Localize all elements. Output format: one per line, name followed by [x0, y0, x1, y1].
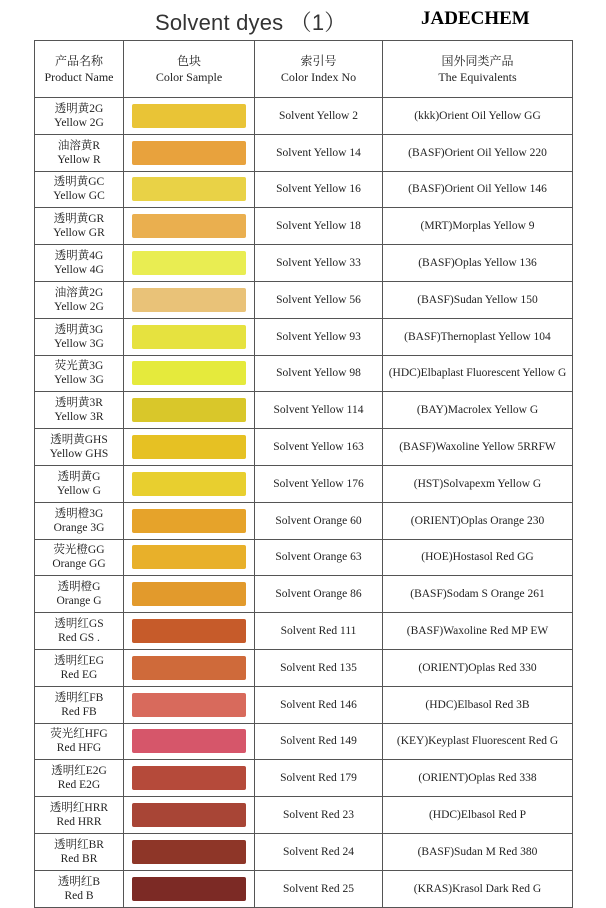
color-index-cell: Solvent Red 111 — [255, 613, 383, 650]
product-name-en: Orange GG — [52, 558, 106, 571]
product-name-cell — [35, 245, 124, 282]
table-row — [35, 171, 573, 208]
color-sample-cell — [124, 134, 255, 171]
color-sample-cell — [124, 760, 255, 797]
page-title: Solvent dyes （1） — [155, 10, 347, 35]
product-name-cell — [35, 318, 124, 355]
color-sample-cell — [124, 686, 255, 723]
product-name-cell — [35, 355, 124, 392]
color-swatch — [132, 435, 246, 459]
equivalent-cell: (HOE)Hostasol Red GG — [383, 539, 573, 576]
product-name-cn: 透明红BR — [54, 838, 104, 851]
header-color-index: 索引号 Color Index No — [255, 41, 383, 98]
color-sample-cell — [124, 613, 255, 650]
equivalent-cell: (ORIENT)Oplas Red 330 — [383, 649, 573, 686]
color-index-cell: Solvent Yellow 2 — [255, 98, 383, 135]
color-swatch — [132, 766, 246, 790]
equivalent-cell: (BASF)Thernoplast Yellow 104 — [383, 318, 573, 355]
color-swatch — [132, 251, 246, 275]
color-index-cell: Solvent Red 25 — [255, 870, 383, 907]
equivalent-cell: (KEY)Keyplast Fluorescent Red G — [383, 723, 573, 760]
product-name-cn: 透明黄3G — [54, 323, 104, 336]
color-index-cell: Solvent Red 179 — [255, 760, 383, 797]
table-row — [35, 613, 573, 650]
table-row — [35, 649, 573, 686]
color-index-cell: Solvent Orange 60 — [255, 502, 383, 539]
product-name-cell — [35, 208, 124, 245]
product-name-en: Red B — [64, 889, 94, 902]
color-swatch — [132, 619, 246, 643]
color-sample-cell — [124, 649, 255, 686]
product-name-en: Yellow 4G — [54, 264, 104, 277]
color-sample-cell — [124, 465, 255, 502]
product-name-en: Yellow GR — [53, 227, 105, 240]
table-row — [35, 98, 573, 135]
table-row — [35, 392, 573, 429]
product-name-en: Yellow R — [57, 153, 101, 166]
product-name-cell — [35, 98, 124, 135]
color-sample-cell — [124, 502, 255, 539]
color-swatch — [132, 656, 246, 680]
table-row — [35, 539, 573, 576]
color-index-cell: Solvent Yellow 56 — [255, 281, 383, 318]
product-name-cell — [35, 760, 124, 797]
product-name-en: Red E2G — [57, 779, 101, 792]
color-sample-cell — [124, 281, 255, 318]
product-name-cn: 透明黄GR — [53, 213, 105, 226]
product-name-cell — [35, 281, 124, 318]
equivalent-cell: (BASF)Orient Oil Yellow 146 — [383, 171, 573, 208]
equivalent-cell: (HDC)Elbasol Red 3B — [383, 686, 573, 723]
product-name-cn: 透明红B — [57, 875, 101, 888]
color-swatch — [132, 840, 246, 864]
header-product-name: 产品名称 Product Name — [35, 41, 124, 98]
color-swatch — [132, 398, 246, 422]
product-name-cn: 透明红FB — [54, 691, 104, 704]
product-name-en: Yellow 3G — [54, 337, 104, 350]
product-name-cn: 透明红HRR — [49, 802, 109, 815]
color-swatch — [132, 472, 246, 496]
table-row — [35, 576, 573, 613]
table-row — [35, 208, 573, 245]
product-name-cn: 透明红E2G — [51, 765, 107, 778]
color-index-cell: Solvent Yellow 16 — [255, 171, 383, 208]
product-name-cell — [35, 576, 124, 613]
table-row — [35, 833, 573, 870]
product-name-cn: 透明红EG — [54, 654, 104, 667]
color-sample-cell — [124, 576, 255, 613]
product-name-en: Orange 3G — [53, 521, 105, 534]
color-index-cell: Solvent Yellow 14 — [255, 134, 383, 171]
color-index-cell: Solvent Yellow 33 — [255, 245, 383, 282]
table-header-row — [35, 41, 573, 98]
product-name-cell — [35, 134, 124, 171]
product-name-cn: 透明黄2G — [54, 102, 104, 115]
color-sample-cell — [124, 245, 255, 282]
product-name-en: Red HRR — [56, 816, 102, 829]
color-sample-cell — [124, 392, 255, 429]
color-sample-cell — [124, 171, 255, 208]
color-sample-cell — [124, 539, 255, 576]
product-name-en: Red BR — [60, 852, 98, 865]
product-name-en: Yellow 2G — [54, 300, 104, 313]
product-name-cell — [35, 797, 124, 834]
product-name-cell — [35, 613, 124, 650]
product-name-cn: 透明黄GC — [53, 176, 105, 189]
color-index-cell: Solvent Yellow 93 — [255, 318, 383, 355]
color-index-cell: Solvent Red 149 — [255, 723, 383, 760]
color-swatch — [132, 177, 246, 201]
color-sample-cell — [124, 318, 255, 355]
color-index-cell: Solvent Yellow 114 — [255, 392, 383, 429]
equivalent-cell: (BASF)Sudan Yellow 150 — [383, 281, 573, 318]
equivalent-cell: (KRAS)Krasol Dark Red G — [383, 870, 573, 907]
equivalent-cell: (BASF)Sudan M Red 380 — [383, 833, 573, 870]
product-name-en: Orange G — [56, 595, 102, 608]
product-name-en: Yellow 3R — [54, 411, 104, 424]
equivalent-cell: (ORIENT)Oplas Red 338 — [383, 760, 573, 797]
color-swatch — [132, 361, 246, 385]
table-row — [35, 760, 573, 797]
color-swatch — [132, 693, 246, 717]
color-sample-cell — [124, 870, 255, 907]
product-name-cell — [35, 833, 124, 870]
equivalent-cell: (kkk)Orient Oil Yellow GG — [383, 98, 573, 135]
color-index-cell: Solvent Red 146 — [255, 686, 383, 723]
product-name-cn: 透明橙G — [57, 581, 101, 594]
product-name-cell — [35, 502, 124, 539]
product-name-en: Yellow G — [57, 484, 101, 497]
color-swatch — [132, 214, 246, 238]
color-index-cell: Solvent Red 24 — [255, 833, 383, 870]
product-name-cn: 透明黄4G — [54, 250, 104, 263]
product-name-cell — [35, 392, 124, 429]
table-row — [35, 870, 573, 907]
equivalent-cell: (MRT)Morplas Yellow 9 — [383, 208, 573, 245]
product-name-cn: 荧光黄3G — [54, 360, 104, 373]
product-name-cn: 透明红GS — [54, 618, 104, 631]
color-sample-cell — [124, 355, 255, 392]
table-row — [35, 281, 573, 318]
brand-name: JADECHEM — [421, 8, 530, 29]
product-name-cn: 荧光橙GG — [53, 544, 105, 557]
equivalent-cell: (HDC)Elbasol Red P — [383, 797, 573, 834]
equivalent-cell: (HDC)Elbaplast Fluorescent Yellow G — [383, 355, 573, 392]
product-name-cn: 油溶黄2G — [54, 286, 104, 299]
equivalent-cell: (BASF)Waxoline Red MP EW — [383, 613, 573, 650]
color-index-cell: Solvent Red 23 — [255, 797, 383, 834]
table-row — [35, 502, 573, 539]
equivalent-cell: (BASF)Oplas Yellow 136 — [383, 245, 573, 282]
product-name-cell — [35, 429, 124, 466]
color-swatch — [132, 509, 246, 533]
table-row — [35, 465, 573, 502]
product-name-en: Yellow GC — [53, 190, 105, 203]
header-equivalents: 国外同类产品 The Equivalents — [383, 41, 573, 98]
table-row — [35, 355, 573, 392]
color-swatch — [132, 325, 246, 349]
equivalent-cell: (BASF)Orient Oil Yellow 220 — [383, 134, 573, 171]
dye-table — [34, 40, 573, 908]
table-row — [35, 318, 573, 355]
color-index-cell: Solvent Red 135 — [255, 649, 383, 686]
product-name-en: Red GS . — [58, 632, 100, 645]
color-sample-cell — [124, 98, 255, 135]
product-name-cn: 油溶黄R — [57, 139, 101, 152]
product-name-cn: 透明黄G — [57, 470, 101, 483]
product-name-cell — [35, 171, 124, 208]
equivalent-cell: (BASF)Sodam S Orange 261 — [383, 576, 573, 613]
color-swatch — [132, 141, 246, 165]
color-index-cell: Solvent Yellow 18 — [255, 208, 383, 245]
color-index-cell: Solvent Orange 63 — [255, 539, 383, 576]
header-color-sample: 色块 Color Sample — [124, 41, 255, 98]
product-name-en: Red FB — [61, 705, 97, 718]
color-swatch — [132, 545, 246, 569]
color-sample-cell — [124, 797, 255, 834]
color-swatch — [132, 582, 246, 606]
product-name-en: Yellow 3G — [54, 374, 104, 387]
equivalent-cell: (BAY)Macrolex Yellow G — [383, 392, 573, 429]
color-sample-cell — [124, 208, 255, 245]
equivalent-cell: (HST)Solvapexm Yellow G — [383, 465, 573, 502]
color-sample-cell — [124, 429, 255, 466]
equivalent-cell: (ORIENT)Oplas Orange 230 — [383, 502, 573, 539]
product-name-cell — [35, 723, 124, 760]
product-name-en: Red HFG — [56, 742, 102, 755]
product-name-cell — [35, 465, 124, 502]
product-name-cell — [35, 539, 124, 576]
table-row — [35, 797, 573, 834]
product-name-cn: 透明黄3R — [55, 397, 103, 410]
color-index-cell: Solvent Yellow 176 — [255, 465, 383, 502]
product-name-en: Yellow GHS — [49, 448, 109, 461]
product-name-cn: 透明橙3G — [54, 507, 104, 520]
color-swatch — [132, 729, 246, 753]
table-row — [35, 245, 573, 282]
color-swatch — [132, 288, 246, 312]
product-name-en: Red EG — [60, 668, 98, 681]
color-sample-cell — [124, 833, 255, 870]
color-sample-cell — [124, 723, 255, 760]
product-name-en: Yellow 2G — [54, 116, 104, 129]
table-row — [35, 134, 573, 171]
table-row — [35, 723, 573, 760]
product-name-cn: 透明黄GHS — [50, 434, 108, 447]
equivalent-cell: (BASF)Waxoline Yellow 5RRFW — [383, 429, 573, 466]
color-index-cell: Solvent Yellow 163 — [255, 429, 383, 466]
color-index-cell: Solvent Yellow 98 — [255, 355, 383, 392]
color-index-cell: Solvent Orange 86 — [255, 576, 383, 613]
color-swatch — [132, 803, 246, 827]
product-name-cn: 荧光红HFG — [50, 728, 108, 741]
product-name-cell — [35, 686, 124, 723]
color-swatch — [132, 877, 246, 901]
product-name-cell — [35, 870, 124, 907]
color-swatch — [132, 104, 246, 128]
table-row — [35, 686, 573, 723]
table-row — [35, 429, 573, 466]
product-name-cell — [35, 649, 124, 686]
